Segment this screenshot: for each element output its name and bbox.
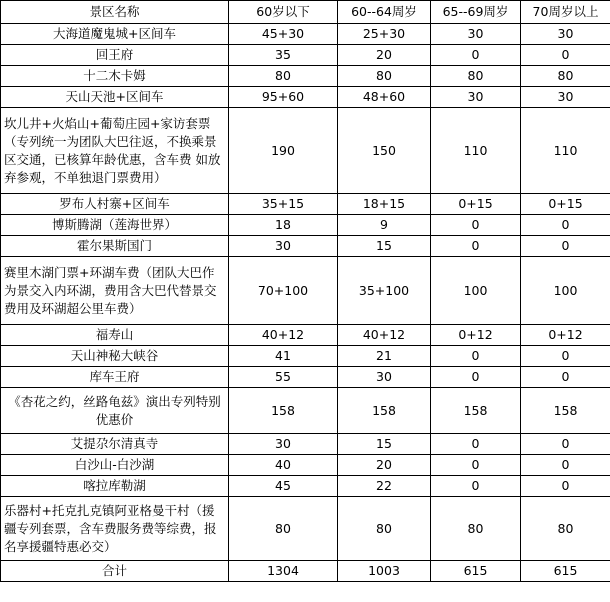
cell-70-plus: 0 — [521, 215, 610, 236]
cell-60-64: 80 — [338, 497, 431, 561]
cell-under-60: 95+60 — [229, 87, 338, 108]
cell-65-69: 0 — [431, 455, 521, 476]
row-name: 霍尔果斯国门 — [1, 236, 229, 257]
total-row — [1, 561, 610, 582]
table-row — [1, 257, 610, 325]
cell-60-64: 40+12 — [338, 325, 431, 346]
cell-65-69: 0+12 — [431, 325, 521, 346]
cell-70-plus: 0 — [521, 434, 610, 455]
cell-65-69: 0 — [431, 476, 521, 497]
cell-70-plus: 0 — [521, 236, 610, 257]
table-row — [1, 346, 610, 367]
row-name: 十二木卡姆 — [1, 66, 229, 87]
row-name: 罗布人村寨+区间车 — [1, 194, 229, 215]
row-name: 喀拉库勒湖 — [1, 476, 229, 497]
table-row — [1, 45, 610, 66]
cell-under-60: 45+30 — [229, 24, 338, 45]
cell-60-64: 35+100 — [338, 257, 431, 325]
cell-under-60: 80 — [229, 66, 338, 87]
cell-65-69: 110 — [431, 108, 521, 194]
table-row — [1, 215, 610, 236]
table-row — [1, 325, 610, 346]
total-65-69: 615 — [431, 561, 521, 582]
table-row — [1, 87, 610, 108]
row-name: 白沙山-白沙湖 — [1, 455, 229, 476]
row-name: 天山天池+区间车 — [1, 87, 229, 108]
cell-70-plus: 30 — [521, 24, 610, 45]
cell-under-60: 30 — [229, 434, 338, 455]
table-body — [1, 24, 610, 582]
cell-60-64: 15 — [338, 434, 431, 455]
cell-70-plus: 0 — [521, 367, 610, 388]
cell-under-60: 55 — [229, 367, 338, 388]
cell-70-plus: 80 — [521, 66, 610, 87]
table-row — [1, 388, 610, 434]
header-70-plus: 70周岁以上 — [521, 1, 610, 24]
cell-70-plus: 0 — [521, 45, 610, 66]
cell-70-plus: 158 — [521, 388, 610, 434]
cell-70-plus: 100 — [521, 257, 610, 325]
row-name: 乐器村+托克扎克镇阿亚格曼干村（援疆专列套票，含车费服务费等综费，报名享援疆特惠必交） — [1, 497, 229, 561]
cell-70-plus: 0 — [521, 476, 610, 497]
table-row — [1, 108, 610, 194]
table-row — [1, 66, 610, 87]
cell-under-60: 190 — [229, 108, 338, 194]
row-name: 回王府 — [1, 45, 229, 66]
row-name: 大海道魔鬼城+区间车 — [1, 24, 229, 45]
row-name: 天山神秘大峡谷 — [1, 346, 229, 367]
cell-70-plus: 30 — [521, 87, 610, 108]
cell-under-60: 30 — [229, 236, 338, 257]
cell-under-60: 18 — [229, 215, 338, 236]
cell-under-60: 158 — [229, 388, 338, 434]
cell-under-60: 40+12 — [229, 325, 338, 346]
cell-65-69: 158 — [431, 388, 521, 434]
total-60-64: 1003 — [338, 561, 431, 582]
cell-65-69: 0 — [431, 215, 521, 236]
cell-65-69: 0 — [431, 367, 521, 388]
row-name: 艾提尕尔清真寺 — [1, 434, 229, 455]
cell-65-69: 0+15 — [431, 194, 521, 215]
table-row — [1, 367, 610, 388]
total-under-60: 1304 — [229, 561, 338, 582]
total-label: 合计 — [1, 561, 229, 582]
header-row — [1, 1, 610, 24]
header-under-60: 60岁以下 — [229, 1, 338, 24]
table-row — [1, 455, 610, 476]
cell-65-69: 0 — [431, 236, 521, 257]
header-65-69: 65--69周岁 — [431, 1, 521, 24]
table-row — [1, 476, 610, 497]
cell-65-69: 30 — [431, 87, 521, 108]
row-name: 赛里木湖门票+环湖车费（团队大巴作为景交入内环湖，费用含大巴代替景交费用及环湖超公里车费） — [1, 257, 229, 325]
cell-70-plus: 0+12 — [521, 325, 610, 346]
table-row — [1, 497, 610, 561]
row-name: 《杏花之约，丝路龟兹》演出专列特别优惠价 — [1, 388, 229, 434]
cell-70-plus: 0+15 — [521, 194, 610, 215]
cell-60-64: 25+30 — [338, 24, 431, 45]
cell-70-plus: 0 — [521, 455, 610, 476]
cell-65-69: 0 — [431, 434, 521, 455]
row-name: 库车王府 — [1, 367, 229, 388]
cell-60-64: 48+60 — [338, 87, 431, 108]
cell-70-plus: 0 — [521, 346, 610, 367]
cell-under-60: 35 — [229, 45, 338, 66]
cell-65-69: 100 — [431, 257, 521, 325]
header-60-64: 60--64周岁 — [338, 1, 431, 24]
cell-under-60: 40 — [229, 455, 338, 476]
cell-65-69: 80 — [431, 497, 521, 561]
cell-under-60: 80 — [229, 497, 338, 561]
cell-under-60: 70+100 — [229, 257, 338, 325]
cell-under-60: 35+15 — [229, 194, 338, 215]
cell-60-64: 30 — [338, 367, 431, 388]
cell-65-69: 80 — [431, 66, 521, 87]
row-name: 福寿山 — [1, 325, 229, 346]
cell-60-64: 21 — [338, 346, 431, 367]
row-name: 博斯腾湖（莲海世界） — [1, 215, 229, 236]
cell-60-64: 22 — [338, 476, 431, 497]
cell-under-60: 45 — [229, 476, 338, 497]
cell-65-69: 0 — [431, 45, 521, 66]
table-row — [1, 194, 610, 215]
table-row — [1, 236, 610, 257]
table-row — [1, 24, 610, 45]
cell-70-plus: 80 — [521, 497, 610, 561]
cell-60-64: 20 — [338, 455, 431, 476]
cell-65-69: 30 — [431, 24, 521, 45]
cell-60-64: 150 — [338, 108, 431, 194]
cell-under-60: 41 — [229, 346, 338, 367]
row-name: 坎儿井+火焰山+葡萄庄园+家访套票（专列统一为团队大巴往返，不换乘景区交通，已核算年龄优惠，含车费 如放弃参观，不单独退门票费用） — [1, 108, 229, 194]
table-row — [1, 434, 610, 455]
cell-60-64: 18+15 — [338, 194, 431, 215]
cell-65-69: 0 — [431, 346, 521, 367]
header-scenic-name: 景区名称 — [1, 1, 229, 24]
cell-60-64: 158 — [338, 388, 431, 434]
cell-60-64: 80 — [338, 66, 431, 87]
cell-70-plus: 110 — [521, 108, 610, 194]
cell-60-64: 9 — [338, 215, 431, 236]
total-70-plus: 615 — [521, 561, 610, 582]
cell-60-64: 20 — [338, 45, 431, 66]
cell-60-64: 15 — [338, 236, 431, 257]
